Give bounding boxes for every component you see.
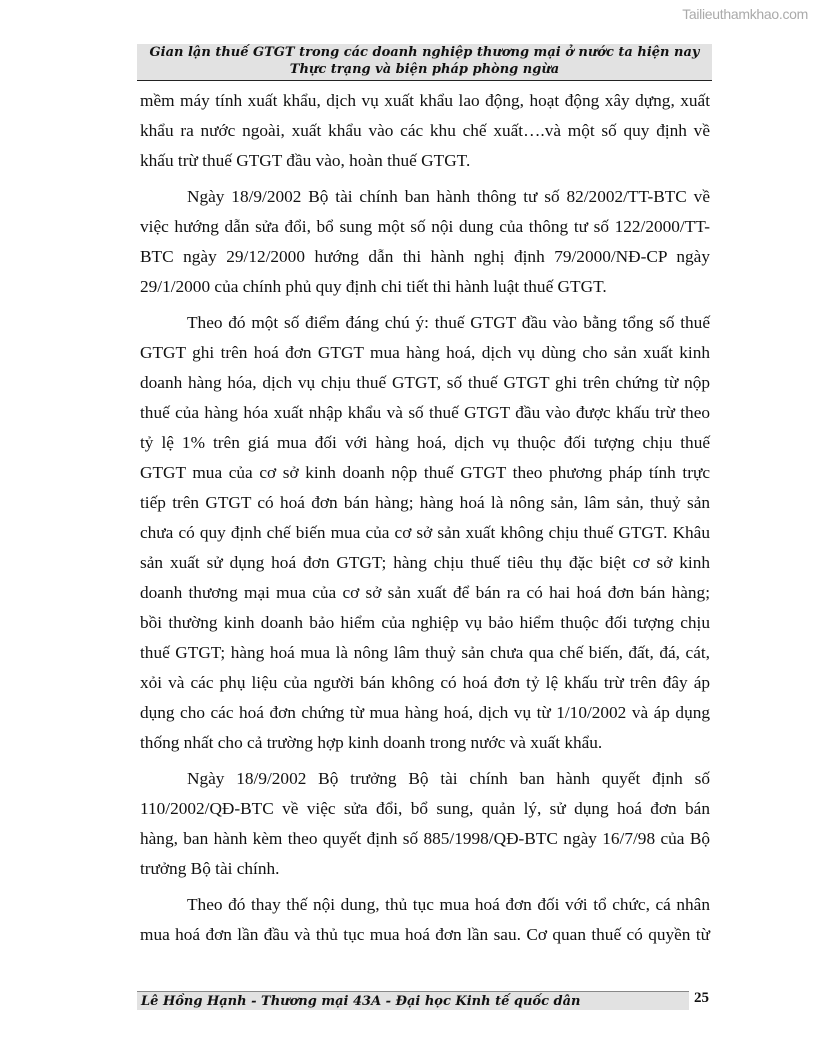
text-line: xỏi và các phụ liệu của người bán không có hoá đơn tỷ lệ khấu trừ trên đây áp	[140, 673, 710, 692]
text-line: Theo đó một số điểm đáng chú ý: thuế GTGT đầu vào bằng tổng số thuế	[187, 313, 710, 332]
header-subtitle: Thực trạng và biện pháp phòng ngừa	[289, 62, 560, 77]
paragraph	[140, 86, 710, 176]
text-line: Theo đó thay thế nội dung, thủ tục mua hoá đơn đối với tổ chức, cá nhân	[187, 895, 710, 914]
text-line: hàng, ban hành kèm theo quyết định số 885/1998/QĐ-BTC ngày 16/7/98 của Bộ	[140, 829, 710, 848]
text-line: GTGT ghi trên hoá đơn GTGT mua hàng hoá, dịch vụ dùng cho sản xuất kinh	[140, 343, 710, 362]
paragraph	[140, 764, 710, 884]
footer-author: Lê Hồng Hạnh - Thương mại 43A - Đại học Kinh tế quốc dân	[137, 991, 689, 1010]
text-line: thuế của hàng hóa xuất nhập khẩu và số thuế GTGT đầu vào được khấu trừ theo	[140, 403, 710, 422]
text-line: tiếp trên GTGT có hoá đơn bán hàng; hàng hoá là nông sản, lâm sản, thuỷ sản	[140, 493, 710, 512]
text-line: GTGT mua của cơ sở kinh doanh nộp thuế GTGT theo phương pháp tính trực	[140, 463, 710, 482]
text-line: thống nhất cho cả trường hợp kinh doanh trong nước và xuất khẩu.	[140, 733, 603, 752]
text-line: việc hướng dẫn sửa đổi, bổ sung một số nội dung của thông tư số 122/2000/TT-	[140, 217, 710, 236]
text-line: Ngày 18/9/2002 Bộ tài chính ban hành thông tư số 82/2002/TT-BTC về	[187, 187, 710, 206]
text-line: sản xuất sử dụng hoá đơn GTGT; hàng chịu thuế tiêu thụ đặc biệt cơ sở kinh	[140, 553, 710, 572]
text-line: khấu trừ thuế GTGT đầu vào, hoàn thuế GTGT.	[140, 151, 471, 170]
watermark: Tailieuthamkhao.com	[682, 6, 808, 22]
paragraph	[140, 890, 710, 950]
text-line: mềm máy tính xuất khẩu, dịch vụ xuất khẩu lao động, hoạt động xây dựng, xuất	[140, 91, 710, 110]
page-number: 25	[694, 990, 709, 1006]
header-title: Gian lận thuế GTGT trong các doanh nghiệp thương mại ở nước ta hiện nay	[149, 45, 700, 60]
text-line: khẩu ra nước ngoài, xuất khẩu vào các khu chế xuất….và một số quy định về	[140, 121, 710, 140]
text-line: 29/1/2000 của chính phủ quy định chi tiết thi hành luật thuế GTGT.	[140, 277, 607, 296]
text-line: mua hoá đơn lần đầu và thủ tục mua hoá đơn lần sau. Cơ quan thuế có quyền từ	[140, 925, 710, 944]
text-line: trưởng Bộ tài chính.	[140, 859, 280, 878]
text-line: doanh thương mại mua của cơ sở sản xuất để bán ra có hai hoá đơn bán hàng;	[140, 583, 710, 602]
text-line: thuế GTGT; hàng hoá mua là nông lâm thuỷ sản chưa qua chế biến, đất, đá, cát,	[140, 643, 710, 662]
paragraph	[140, 308, 710, 758]
paragraph	[140, 182, 710, 302]
text-line: 110/2002/QĐ-BTC về việc sửa đổi, bổ sung, quản lý, sử dụng hoá đơn bán	[140, 799, 710, 818]
running-header	[137, 44, 712, 81]
document-body	[140, 86, 710, 956]
text-line: dụng cho các hoá đơn chứng từ mua hàng hoá, dịch vụ từ 1/10/2002 và áp dụng	[140, 703, 710, 722]
text-line: tỷ lệ 1% trên giá mua đối với hàng hoá, dịch vụ thuộc đối tượng chịu thuế	[140, 433, 710, 452]
text-line: Ngày 18/9/2002 Bộ trưởng Bộ tài chính ban hành quyết định số	[187, 769, 710, 788]
text-line: doanh hàng hóa, dịch vụ chịu thuế GTGT, số thuế GTGT ghi trên chứng từ nộp	[140, 373, 710, 392]
text-line: chưa có quy định chế biến mua của cơ sở sản xuất không chịu thuế GTGT. Khâu	[140, 523, 710, 542]
text-line: BTC ngày 29/12/2000 hướng dẫn thi hành nghị định 79/2000/NĐ-CP ngày	[140, 247, 710, 266]
text-line: bồi thường kinh doanh bảo hiểm của nghiệp vụ bảo hiểm thuộc đối tượng chịu	[140, 613, 710, 632]
